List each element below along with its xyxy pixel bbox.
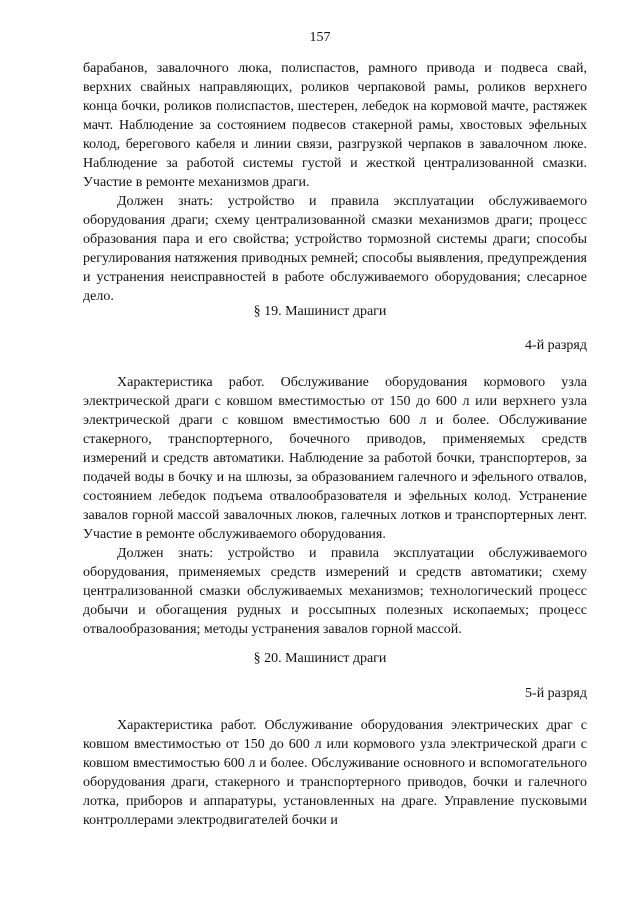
must-know-paragraph: Должен знать: устройство и правила эксплуатации обслуживаемого оборудования драги; схему централизованной смазки механизмов драги; процесс образования пара и его свойства; устройство тормозной системы драги; способы регулирования натяжения приводных ремней; способы выявления, предупреждения и устранения неисправностей в работе обслуживаемого оборудования; слесарное дело. (83, 194, 587, 304)
section-19-work-description: Характеристика работ. Обслуживание оборудования кормового узла электрической драги с ковшом вместимостью от 150 до 600 л или верхнего узла электрической драги с ковшом вместимостью 600 л и более. Обслуживание стакерного, транспортерного, бочечного приводов, применяемых средств измерений и средств автоматики. Наблюдение за работой бочки, транспортеров, за подачей воды в бочку и на шлюзы, за образованием галечного и эфельного отвалов, состоянием лебедок подъема отвалообразователя и эфельных колод. Устранение завалов горной массой завалочных люков, галечных лотков и транспортерных лент. Участие в ремонте обслуживаемого оборудования. (83, 375, 587, 542)
section-19-rank: 4-й разряд (525, 338, 587, 353)
section-20-rank: 5-й разряд (525, 686, 587, 701)
continuation-paragraph: барабанов, завалочного люка, полиспастов, рамного привода и подвеса свай, верхних свайных направляющих, роликов черпаковой рамы, роликов верхнего конца бочки, роликов полиспастов, шестерен, лебедок на кормовой мачте, растяжек мачт. Наблюдение за состоянием подвесов стакерной рамы, хвостовых эфельных колод, берегового кабеля и линии связи, разгрузкой черпаков в завалочном люке. Наблюдение за работой системы густой и жесткой централизованной смазки. Участие в ремонте механизмов драги. (83, 61, 587, 190)
section-20-text (83, 716, 587, 830)
section-19-text (83, 373, 587, 639)
section-20-title: § 20. Машинист драги (253, 651, 387, 666)
section-19-must-know: Должен знать: устройство и правила эксплуатации обслуживаемого оборудования, применяемых средств измерений и средств автоматики; схему централизованной смазки обслуживаемых механизмов; технологический процесс добычи и обогащения рудных и россыпных полезных ископаемых; процесс отвалообразования; методы устранения завалов горной массой. (83, 546, 587, 637)
section-20-work-description: Характеристика работ. Обслуживание оборудования электрических драг с ковшом вместимостью от 150 до 600 л или кормового узла электрической драги с ковшом вместимостью 600 л и более. Обслуживание основного и вспомогательного оборудования драги, стакерного и транспортерного приводов, бочки и галечного лотка, приборов и аппаратуры, установленных на драге. Управление пусковыми контроллерами электродвигателей бочки и (83, 718, 587, 828)
continuation-text (83, 59, 587, 306)
section-19-title: § 19. Машинист драги (253, 304, 387, 319)
page-number: 157 (309, 30, 331, 45)
